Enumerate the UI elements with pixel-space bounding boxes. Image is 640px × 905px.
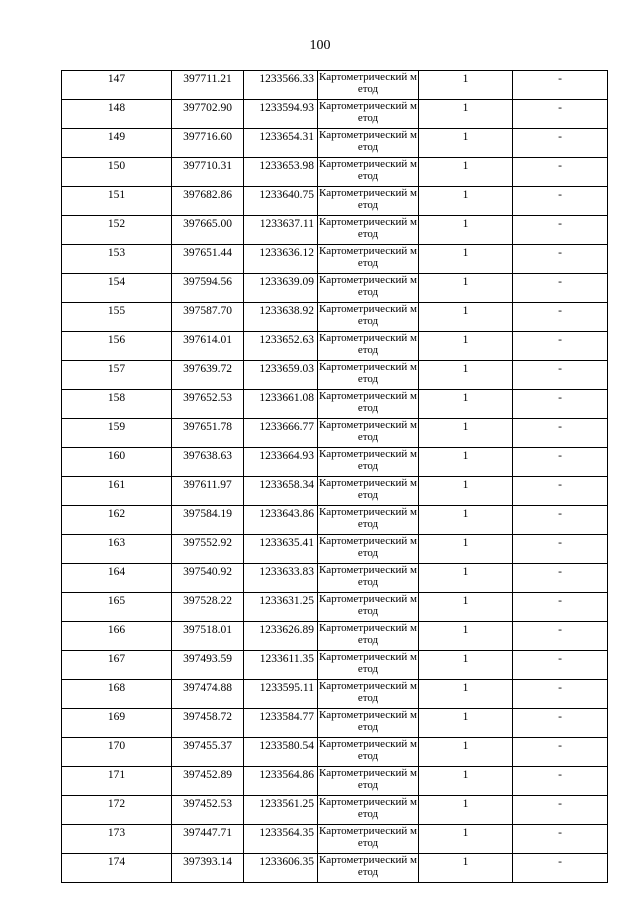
x-coordinate-cell: 397716.60 — [172, 129, 244, 158]
point-number-cell: 174 — [62, 854, 172, 883]
accuracy-cell: 1 — [419, 506, 513, 535]
table-row — [62, 767, 608, 796]
x-coordinate-cell: 397587.70 — [172, 303, 244, 332]
accuracy-cell: 1 — [419, 390, 513, 419]
method-cell: Картометрический метод — [318, 303, 419, 332]
point-number-cell: 152 — [62, 216, 172, 245]
point-number-cell: 172 — [62, 796, 172, 825]
y-coordinate-cell: 1233584.77 — [244, 709, 318, 738]
point-number-cell: 156 — [62, 332, 172, 361]
point-number-cell: 153 — [62, 245, 172, 274]
x-coordinate-cell: 397614.01 — [172, 332, 244, 361]
accuracy-cell: 1 — [419, 738, 513, 767]
point-number-cell: 168 — [62, 680, 172, 709]
x-coordinate-cell: 397710.31 — [172, 158, 244, 187]
point-number-cell: 158 — [62, 390, 172, 419]
note-cell: - — [513, 825, 608, 854]
note-cell: - — [513, 274, 608, 303]
table-row — [62, 506, 608, 535]
note-cell: - — [513, 245, 608, 274]
x-coordinate-cell: 397584.19 — [172, 506, 244, 535]
x-coordinate-cell: 397528.22 — [172, 593, 244, 622]
y-coordinate-cell: 1233606.35 — [244, 854, 318, 883]
y-coordinate-cell: 1233636.12 — [244, 245, 318, 274]
accuracy-cell: 1 — [419, 71, 513, 100]
table-row — [62, 680, 608, 709]
y-coordinate-cell: 1233661.08 — [244, 390, 318, 419]
note-cell: - — [513, 854, 608, 883]
accuracy-cell: 1 — [419, 622, 513, 651]
table-row — [62, 651, 608, 680]
note-cell: - — [513, 709, 608, 738]
table-row — [62, 564, 608, 593]
y-coordinate-cell: 1233580.54 — [244, 738, 318, 767]
method-cell: Картометрический метод — [318, 738, 419, 767]
point-number-cell: 167 — [62, 651, 172, 680]
method-cell: Картометрический метод — [318, 216, 419, 245]
y-coordinate-cell: 1233643.86 — [244, 506, 318, 535]
x-coordinate-cell: 397452.89 — [172, 767, 244, 796]
point-number-cell: 163 — [62, 535, 172, 564]
x-coordinate-cell: 397455.37 — [172, 738, 244, 767]
table-row — [62, 622, 608, 651]
note-cell: - — [513, 680, 608, 709]
accuracy-cell: 1 — [419, 535, 513, 564]
method-cell: Картометрический метод — [318, 274, 419, 303]
x-coordinate-cell: 397652.53 — [172, 390, 244, 419]
accuracy-cell: 1 — [419, 767, 513, 796]
point-number-cell: 164 — [62, 564, 172, 593]
y-coordinate-cell: 1233638.92 — [244, 303, 318, 332]
note-cell: - — [513, 506, 608, 535]
point-number-cell: 148 — [62, 100, 172, 129]
method-cell: Картометрический метод — [318, 796, 419, 825]
y-coordinate-cell: 1233640.75 — [244, 187, 318, 216]
point-number-cell: 150 — [62, 158, 172, 187]
table-row — [62, 419, 608, 448]
point-number-cell: 170 — [62, 738, 172, 767]
y-coordinate-cell: 1233564.35 — [244, 825, 318, 854]
coordinates-table — [61, 70, 608, 883]
method-cell: Картометрический метод — [318, 767, 419, 796]
point-number-cell: 169 — [62, 709, 172, 738]
table-row — [62, 100, 608, 129]
table-row — [62, 535, 608, 564]
method-cell: Картометрический метод — [318, 622, 419, 651]
y-coordinate-cell: 1233658.34 — [244, 477, 318, 506]
accuracy-cell: 1 — [419, 274, 513, 303]
accuracy-cell: 1 — [419, 651, 513, 680]
note-cell: - — [513, 129, 608, 158]
coordinates-table-body — [62, 71, 608, 883]
method-cell: Картометрический метод — [318, 332, 419, 361]
note-cell: - — [513, 216, 608, 245]
point-number-cell: 147 — [62, 71, 172, 100]
method-cell: Картометрический метод — [318, 100, 419, 129]
accuracy-cell: 1 — [419, 854, 513, 883]
point-number-cell: 157 — [62, 361, 172, 390]
point-number-cell: 165 — [62, 593, 172, 622]
accuracy-cell: 1 — [419, 796, 513, 825]
note-cell: - — [513, 796, 608, 825]
x-coordinate-cell: 397552.92 — [172, 535, 244, 564]
method-cell: Картометрический метод — [318, 390, 419, 419]
method-cell: Картометрический метод — [318, 651, 419, 680]
note-cell: - — [513, 158, 608, 187]
x-coordinate-cell: 397393.14 — [172, 854, 244, 883]
method-cell: Картометрический метод — [318, 361, 419, 390]
table-row — [62, 825, 608, 854]
table-row — [62, 332, 608, 361]
method-cell: Картометрический метод — [318, 506, 419, 535]
x-coordinate-cell: 397651.44 — [172, 245, 244, 274]
x-coordinate-cell: 397711.21 — [172, 71, 244, 100]
note-cell: - — [513, 622, 608, 651]
table-row — [62, 303, 608, 332]
y-coordinate-cell: 1233611.35 — [244, 651, 318, 680]
accuracy-cell: 1 — [419, 477, 513, 506]
note-cell: - — [513, 564, 608, 593]
table-row — [62, 158, 608, 187]
x-coordinate-cell: 397452.53 — [172, 796, 244, 825]
table-row — [62, 390, 608, 419]
y-coordinate-cell: 1233566.33 — [244, 71, 318, 100]
accuracy-cell: 1 — [419, 129, 513, 158]
y-coordinate-cell: 1233626.89 — [244, 622, 318, 651]
note-cell: - — [513, 361, 608, 390]
y-coordinate-cell: 1233635.41 — [244, 535, 318, 564]
point-number-cell: 160 — [62, 448, 172, 477]
method-cell: Картометрический метод — [318, 680, 419, 709]
method-cell: Картометрический метод — [318, 854, 419, 883]
y-coordinate-cell: 1233595.11 — [244, 680, 318, 709]
note-cell: - — [513, 390, 608, 419]
accuracy-cell: 1 — [419, 245, 513, 274]
x-coordinate-cell: 397682.86 — [172, 187, 244, 216]
table-row — [62, 854, 608, 883]
accuracy-cell: 1 — [419, 593, 513, 622]
y-coordinate-cell: 1233564.86 — [244, 767, 318, 796]
point-number-cell: 162 — [62, 506, 172, 535]
table-row — [62, 274, 608, 303]
method-cell: Картометрический метод — [318, 593, 419, 622]
note-cell: - — [513, 332, 608, 361]
method-cell: Картометрический метод — [318, 535, 419, 564]
accuracy-cell: 1 — [419, 709, 513, 738]
table-row — [62, 71, 608, 100]
x-coordinate-cell: 397665.00 — [172, 216, 244, 245]
method-cell: Картометрический метод — [318, 419, 419, 448]
point-number-cell: 154 — [62, 274, 172, 303]
x-coordinate-cell: 397702.90 — [172, 100, 244, 129]
y-coordinate-cell: 1233652.63 — [244, 332, 318, 361]
table-row — [62, 448, 608, 477]
y-coordinate-cell: 1233666.77 — [244, 419, 318, 448]
table-row — [62, 187, 608, 216]
method-cell: Картометрический метод — [318, 448, 419, 477]
table-row — [62, 245, 608, 274]
method-cell: Картометрический метод — [318, 477, 419, 506]
method-cell: Картометрический метод — [318, 825, 419, 854]
note-cell: - — [513, 593, 608, 622]
x-coordinate-cell: 397611.97 — [172, 477, 244, 506]
x-coordinate-cell: 397540.92 — [172, 564, 244, 593]
accuracy-cell: 1 — [419, 303, 513, 332]
note-cell: - — [513, 767, 608, 796]
y-coordinate-cell: 1233633.83 — [244, 564, 318, 593]
note-cell: - — [513, 535, 608, 564]
accuracy-cell: 1 — [419, 216, 513, 245]
point-number-cell: 159 — [62, 419, 172, 448]
x-coordinate-cell: 397638.63 — [172, 448, 244, 477]
point-number-cell: 166 — [62, 622, 172, 651]
accuracy-cell: 1 — [419, 564, 513, 593]
y-coordinate-cell: 1233631.25 — [244, 593, 318, 622]
accuracy-cell: 1 — [419, 332, 513, 361]
x-coordinate-cell: 397594.56 — [172, 274, 244, 303]
table-row — [62, 593, 608, 622]
table-row — [62, 477, 608, 506]
table-row — [62, 216, 608, 245]
y-coordinate-cell: 1233561.25 — [244, 796, 318, 825]
point-number-cell: 171 — [62, 767, 172, 796]
accuracy-cell: 1 — [419, 680, 513, 709]
note-cell: - — [513, 100, 608, 129]
point-number-cell: 173 — [62, 825, 172, 854]
accuracy-cell: 1 — [419, 100, 513, 129]
point-number-cell: 149 — [62, 129, 172, 158]
x-coordinate-cell: 397474.88 — [172, 680, 244, 709]
table-row — [62, 709, 608, 738]
method-cell: Картометрический метод — [318, 158, 419, 187]
method-cell: Картометрический метод — [318, 564, 419, 593]
x-coordinate-cell: 397518.01 — [172, 622, 244, 651]
y-coordinate-cell: 1233637.11 — [244, 216, 318, 245]
note-cell: - — [513, 738, 608, 767]
point-number-cell: 151 — [62, 187, 172, 216]
accuracy-cell: 1 — [419, 419, 513, 448]
x-coordinate-cell: 397639.72 — [172, 361, 244, 390]
x-coordinate-cell: 397458.72 — [172, 709, 244, 738]
note-cell: - — [513, 419, 608, 448]
accuracy-cell: 1 — [419, 361, 513, 390]
method-cell: Картометрический метод — [318, 129, 419, 158]
note-cell: - — [513, 71, 608, 100]
note-cell: - — [513, 187, 608, 216]
method-cell: Картометрический метод — [318, 187, 419, 216]
method-cell: Картометрический метод — [318, 71, 419, 100]
point-number-cell: 155 — [62, 303, 172, 332]
x-coordinate-cell: 397493.59 — [172, 651, 244, 680]
page-number: 100 — [309, 38, 331, 53]
table-row — [62, 796, 608, 825]
y-coordinate-cell: 1233659.03 — [244, 361, 318, 390]
table-row — [62, 361, 608, 390]
y-coordinate-cell: 1233664.93 — [244, 448, 318, 477]
note-cell: - — [513, 303, 608, 332]
accuracy-cell: 1 — [419, 825, 513, 854]
method-cell: Картометрический метод — [318, 709, 419, 738]
note-cell: - — [513, 651, 608, 680]
x-coordinate-cell: 397447.71 — [172, 825, 244, 854]
accuracy-cell: 1 — [419, 187, 513, 216]
y-coordinate-cell: 1233639.09 — [244, 274, 318, 303]
y-coordinate-cell: 1233654.31 — [244, 129, 318, 158]
x-coordinate-cell: 397651.78 — [172, 419, 244, 448]
method-cell: Картометрический метод — [318, 245, 419, 274]
note-cell: - — [513, 448, 608, 477]
note-cell: - — [513, 477, 608, 506]
accuracy-cell: 1 — [419, 448, 513, 477]
y-coordinate-cell: 1233653.98 — [244, 158, 318, 187]
table-row — [62, 129, 608, 158]
table-row — [62, 738, 608, 767]
accuracy-cell: 1 — [419, 158, 513, 187]
point-number-cell: 161 — [62, 477, 172, 506]
y-coordinate-cell: 1233594.93 — [244, 100, 318, 129]
